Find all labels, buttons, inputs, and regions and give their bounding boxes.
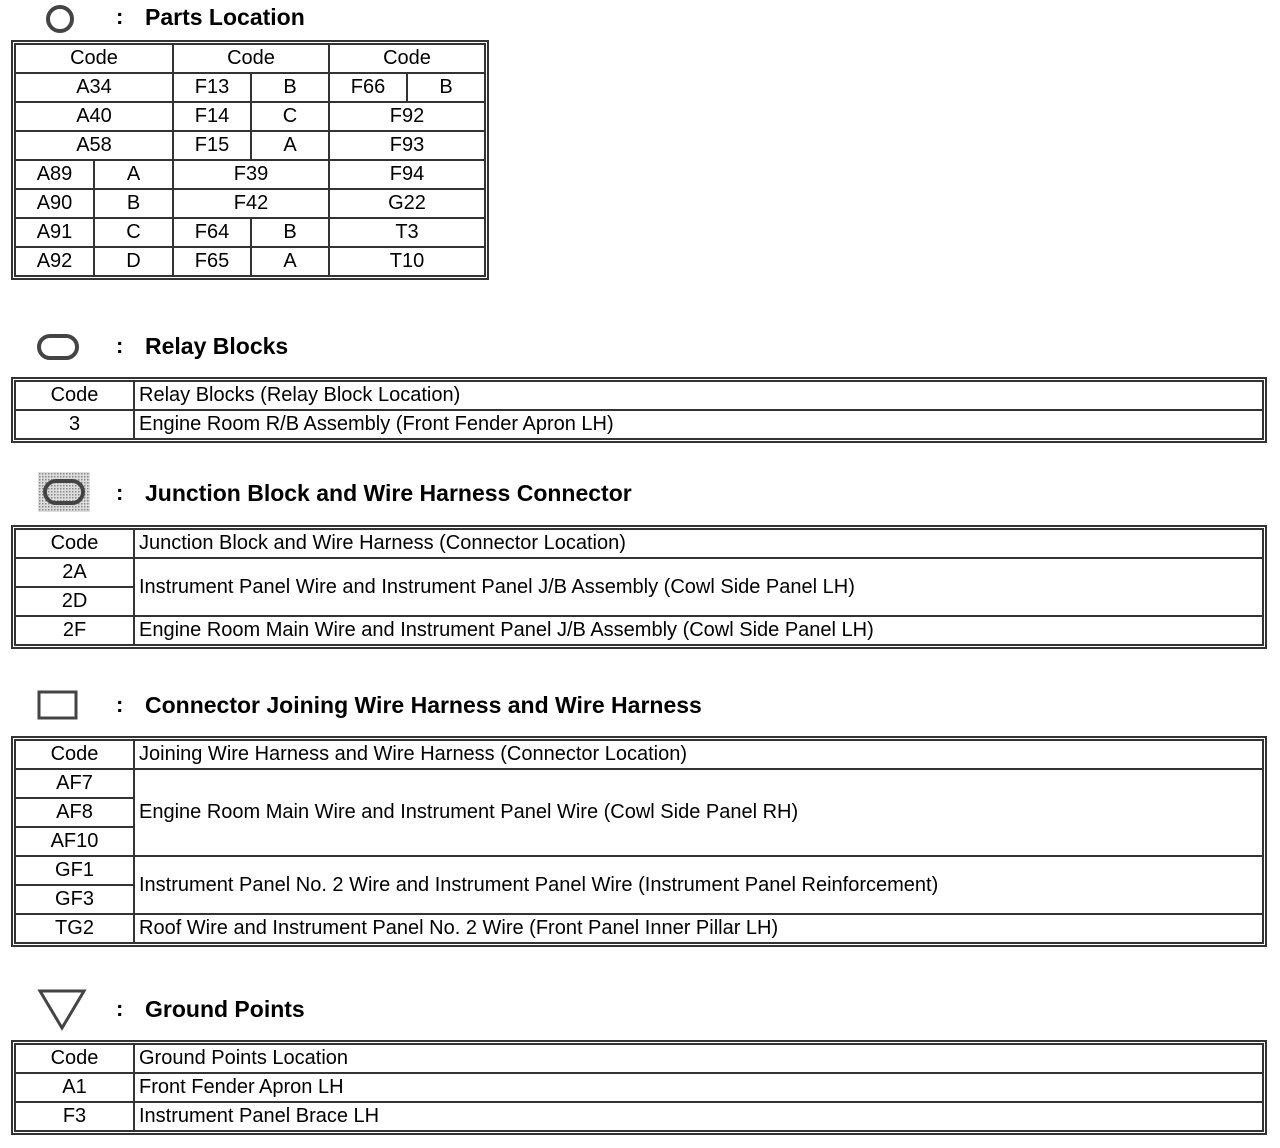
table-row xyxy=(15,1102,1263,1131)
rectangle-icon xyxy=(36,688,80,722)
parts-location-table xyxy=(14,43,486,277)
shaded-rounded-rectangle-icon xyxy=(36,470,92,514)
code-cell: T3 xyxy=(329,218,485,247)
code-cell: A40 xyxy=(15,102,173,131)
desc-cell: Engine Room Main Wire and Instrument Panel Wire (Cowl Side Panel RH) xyxy=(134,769,1263,856)
heading-colon: : xyxy=(116,996,124,1021)
relay-blocks-heading xyxy=(0,330,400,366)
desc-cell: Instrument Panel Wire and Instrument Panel J/B Assembly (Cowl Side Panel LH) xyxy=(134,558,1263,616)
code-cell: A xyxy=(94,160,173,189)
desc-cell: Engine Room R/B Assembly (Front Fender Apron LH) xyxy=(134,410,1263,439)
rounded-rectangle-icon xyxy=(36,332,80,362)
code-cell: B xyxy=(251,73,329,102)
table-row xyxy=(15,410,1263,439)
code-cell: C xyxy=(251,102,329,131)
table-row xyxy=(15,856,1263,885)
code-cell: A91 xyxy=(15,218,94,247)
code-cell: A58 xyxy=(15,131,173,160)
table-row xyxy=(15,769,1263,798)
code-cell: A34 xyxy=(15,73,173,102)
code-cell: B xyxy=(94,189,173,218)
table-row xyxy=(15,1073,1263,1102)
table-row xyxy=(15,247,485,276)
ground-points-heading xyxy=(0,986,400,1022)
desc-cell: Engine Room Main Wire and Instrument Panel J/B Assembly (Cowl Side Panel LH) xyxy=(134,616,1263,645)
header-cell: Code xyxy=(173,44,329,73)
relay-blocks-table xyxy=(14,380,1264,440)
header-cell: Code xyxy=(329,44,485,73)
code-cell: F3 xyxy=(15,1102,134,1131)
code-cell: F64 xyxy=(173,218,251,247)
code-cell: B xyxy=(407,73,485,102)
header-cell: Code xyxy=(15,529,134,558)
heading-colon: : xyxy=(116,333,124,358)
code-cell: AF10 xyxy=(15,827,134,856)
code-cell: F39 xyxy=(173,160,329,189)
code-cell: 2A xyxy=(15,558,134,587)
section-title: Relay Blocks xyxy=(145,333,289,359)
code-cell: AF7 xyxy=(15,769,134,798)
header-cell: Code xyxy=(15,1044,134,1073)
code-cell: 3 xyxy=(15,410,134,439)
code-cell: A89 xyxy=(15,160,94,189)
code-cell: C xyxy=(94,218,173,247)
junction-block-heading xyxy=(0,476,800,512)
code-cell: F13 xyxy=(173,73,251,102)
ground-points-table xyxy=(14,1043,1264,1132)
table-row xyxy=(15,914,1263,943)
code-cell: A1 xyxy=(15,1073,134,1102)
code-cell: GF1 xyxy=(15,856,134,885)
code-cell: A xyxy=(251,247,329,276)
code-cell: AF8 xyxy=(15,798,134,827)
desc-cell: Front Fender Apron LH xyxy=(134,1073,1263,1102)
section-title: Junction Block and Wire Harness Connector xyxy=(145,480,632,506)
connector-joining-heading xyxy=(0,688,800,724)
table-row xyxy=(15,189,485,218)
code-cell: B xyxy=(251,218,329,247)
table-row xyxy=(15,131,485,160)
table-row xyxy=(15,73,485,102)
code-cell: F94 xyxy=(329,160,485,189)
header-cell: Junction Block and Wire Harness (Connector Location) xyxy=(134,529,1263,558)
desc-cell: Instrument Panel No. 2 Wire and Instrument Panel Wire (Instrument Panel Reinforcement) xyxy=(134,856,1263,914)
code-cell: A xyxy=(251,131,329,160)
code-cell: F15 xyxy=(173,131,251,160)
code-cell: F65 xyxy=(173,247,251,276)
code-cell: 2F xyxy=(15,616,134,645)
section-title: Ground Points xyxy=(145,996,305,1022)
table-row xyxy=(15,160,485,189)
code-cell: A92 xyxy=(15,247,94,276)
code-cell: A90 xyxy=(15,189,94,218)
code-cell: F66 xyxy=(329,73,407,102)
connector-joining-table xyxy=(14,739,1264,944)
code-cell: F14 xyxy=(173,102,251,131)
table-row xyxy=(15,102,485,131)
code-cell: TG2 xyxy=(15,914,134,943)
code-cell: F42 xyxy=(173,189,329,218)
down-triangle-icon xyxy=(36,986,88,1032)
desc-cell: Roof Wire and Instrument Panel No. 2 Wire (Front Panel Inner Pillar LH) xyxy=(134,914,1263,943)
table-row xyxy=(15,218,485,247)
heading-colon: : xyxy=(116,692,124,717)
section-title: Parts Location xyxy=(145,4,305,30)
circle-icon xyxy=(44,4,76,34)
header-cell: Code xyxy=(15,44,173,73)
code-cell: GF3 xyxy=(15,885,134,914)
header-cell: Code xyxy=(15,381,134,410)
code-cell: F93 xyxy=(329,131,485,160)
junction-block-table xyxy=(14,528,1264,646)
header-cell: Relay Blocks (Relay Block Location) xyxy=(134,381,1263,410)
table-row xyxy=(15,616,1263,645)
code-cell: F92 xyxy=(329,102,485,131)
table-row xyxy=(15,558,1263,587)
code-cell: 2D xyxy=(15,587,134,616)
header-cell: Code xyxy=(15,740,134,769)
header-cell: Joining Wire Harness and Wire Harness (Connector Location) xyxy=(134,740,1263,769)
heading-colon: : xyxy=(116,4,124,29)
header-cell: Ground Points Location xyxy=(134,1044,1263,1073)
parts-location-heading xyxy=(0,0,400,36)
desc-cell: Instrument Panel Brace LH xyxy=(134,1102,1263,1131)
heading-colon: : xyxy=(116,480,124,505)
code-cell: T10 xyxy=(329,247,485,276)
code-cell: G22 xyxy=(329,189,485,218)
section-title: Connector Joining Wire Harness and Wire Harness xyxy=(145,692,702,718)
code-cell: D xyxy=(94,247,173,276)
